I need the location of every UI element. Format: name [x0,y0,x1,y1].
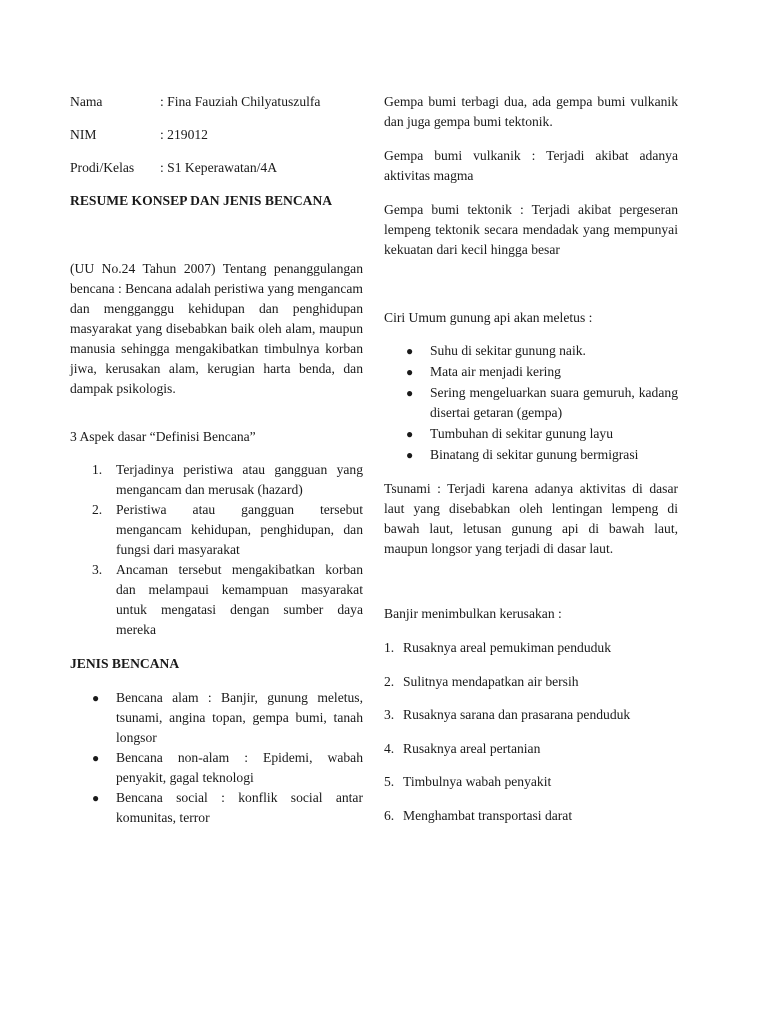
aspects-list [70,460,363,640]
list-item: ● Bencana social : konflik social antar komunitas, terror [92,790,363,825]
list-item: 4. Rusaknya areal pertanian [384,740,541,756]
bullet-icon: ● [406,386,414,400]
list-item: ● Bencana non-alam : Epidemi, wabah penyakit, gagal teknologi [92,750,363,785]
list-item: 2. Sulitnya mendapatkan air bersih [384,673,579,689]
list-item: ● Suhu di sekitar gunung naik. [384,341,678,361]
list-item: 3. Ancaman tersebut mengakibatkan korban dan melampaui kemampuan masyarakat untuk mengatasi dengan sumber daya mereka [92,562,363,637]
list-item: 2. Peristiwa atau gangguan tersebut mengancam kehidupan, penghidupan, dan fungsi dari masyarakat [92,502,363,557]
list-item: ● Sering mengeluarkan suara gemuruh, kadang disertai getaran (gempa) [406,385,678,420]
meta-prodi-row [70,158,363,178]
list-item: ● Mata air menjadi kering [384,362,678,382]
right-column [384,92,678,839]
bullet-icon: ● [92,751,100,765]
earthquake-tectonic: Gempa bumi tektonik : Terjadi akibat pergeseran lempeng tektonik secara mendadak yang mempunyai kekuatan dari kecil hingga besar [384,202,678,257]
bullet-icon: ● [406,344,414,358]
types-list [70,688,363,828]
types-heading: JENIS BENCANA [70,656,180,671]
volcano-list [384,341,678,465]
flood-heading: Banjir menimbulkan kerusakan : [384,606,562,621]
nim-label: NIM [70,127,97,142]
list-item: ● Bencana alam : Banjir, gunung meletus, tsunami, angina topan, gempa bumi, tanah longsor [92,690,363,745]
list-item: 1. Terjadinya peristiwa atau gangguan yang mengancam dan merusak (hazard) [92,462,363,497]
earthquake-intro: Gempa bumi terbagi dua, ada gempa bumi vulkanik dan juga gempa bumi tektonik. [384,94,678,129]
volcano-heading: Ciri Umum gunung api akan meletus : [384,310,593,325]
list-item: 1. Rusaknya areal pemukiman penduduk [384,640,612,655]
meta-name-row [70,92,363,112]
bullet-icon: ● [92,791,100,805]
meta-nim-row [70,125,363,145]
prodi-label: Prodi/Kelas [70,160,135,175]
tsunami-paragraph: Tsunami : Terjadi karena adanya aktivitas di dasar laut yang disebabkan oleh lentingan lempeng di bawah laut, letusan gunung api di bawah laut, maupun longsor yang terjadi di dasar laut. [384,481,678,556]
document-title: RESUME KONSEP DAN JENIS BENCANA [70,193,333,208]
bullet-icon: ● [92,691,100,705]
list-item: 5. Timbulnya wabah penyakit [384,774,552,789]
bullet-icon: ● [406,365,414,379]
list-item: 6. Menghambat transportasi darat [384,807,573,823]
definition-paragraph: (UU No.24 Tahun 2007) Tentang penanggulangan bencana : Bencana adalah peristiwa yang mengancam dan mengganggu kehidupan dan penghidupan masyarakat yang disebabkan baik oleh alam, maupun manusia sehingga mengakibatkan timbulnya korban jiwa, kerusakan alam, kerugian harta benda, dan dampak psikologis. [70,261,363,396]
earthquake-volcanic: Gempa bumi vulkanik : Terjadi akibat adanya aktivitas magma [384,148,678,183]
nim-value: : 219012 [160,127,208,142]
list-item: ● Binatang di sekitar gunung bermigrasi [384,445,678,465]
bullet-icon: ● [406,448,414,462]
flood-list [384,638,678,826]
aspects-heading: 3 Aspek dasar “Definisi Bencana” [70,429,256,444]
name-label: Nama [70,94,103,109]
left-column [70,92,363,828]
prodi-value: : S1 Keperawatan/4A [160,160,278,175]
bullet-icon: ● [406,427,414,441]
list-item: 3. Rusaknya sarana dan prasarana penduduk [384,707,631,722]
name-value: : Fina Fauziah Chilyatuszulfa [160,94,321,109]
list-item: ● Tumbuhan di sekitar gunung layu [384,424,678,444]
